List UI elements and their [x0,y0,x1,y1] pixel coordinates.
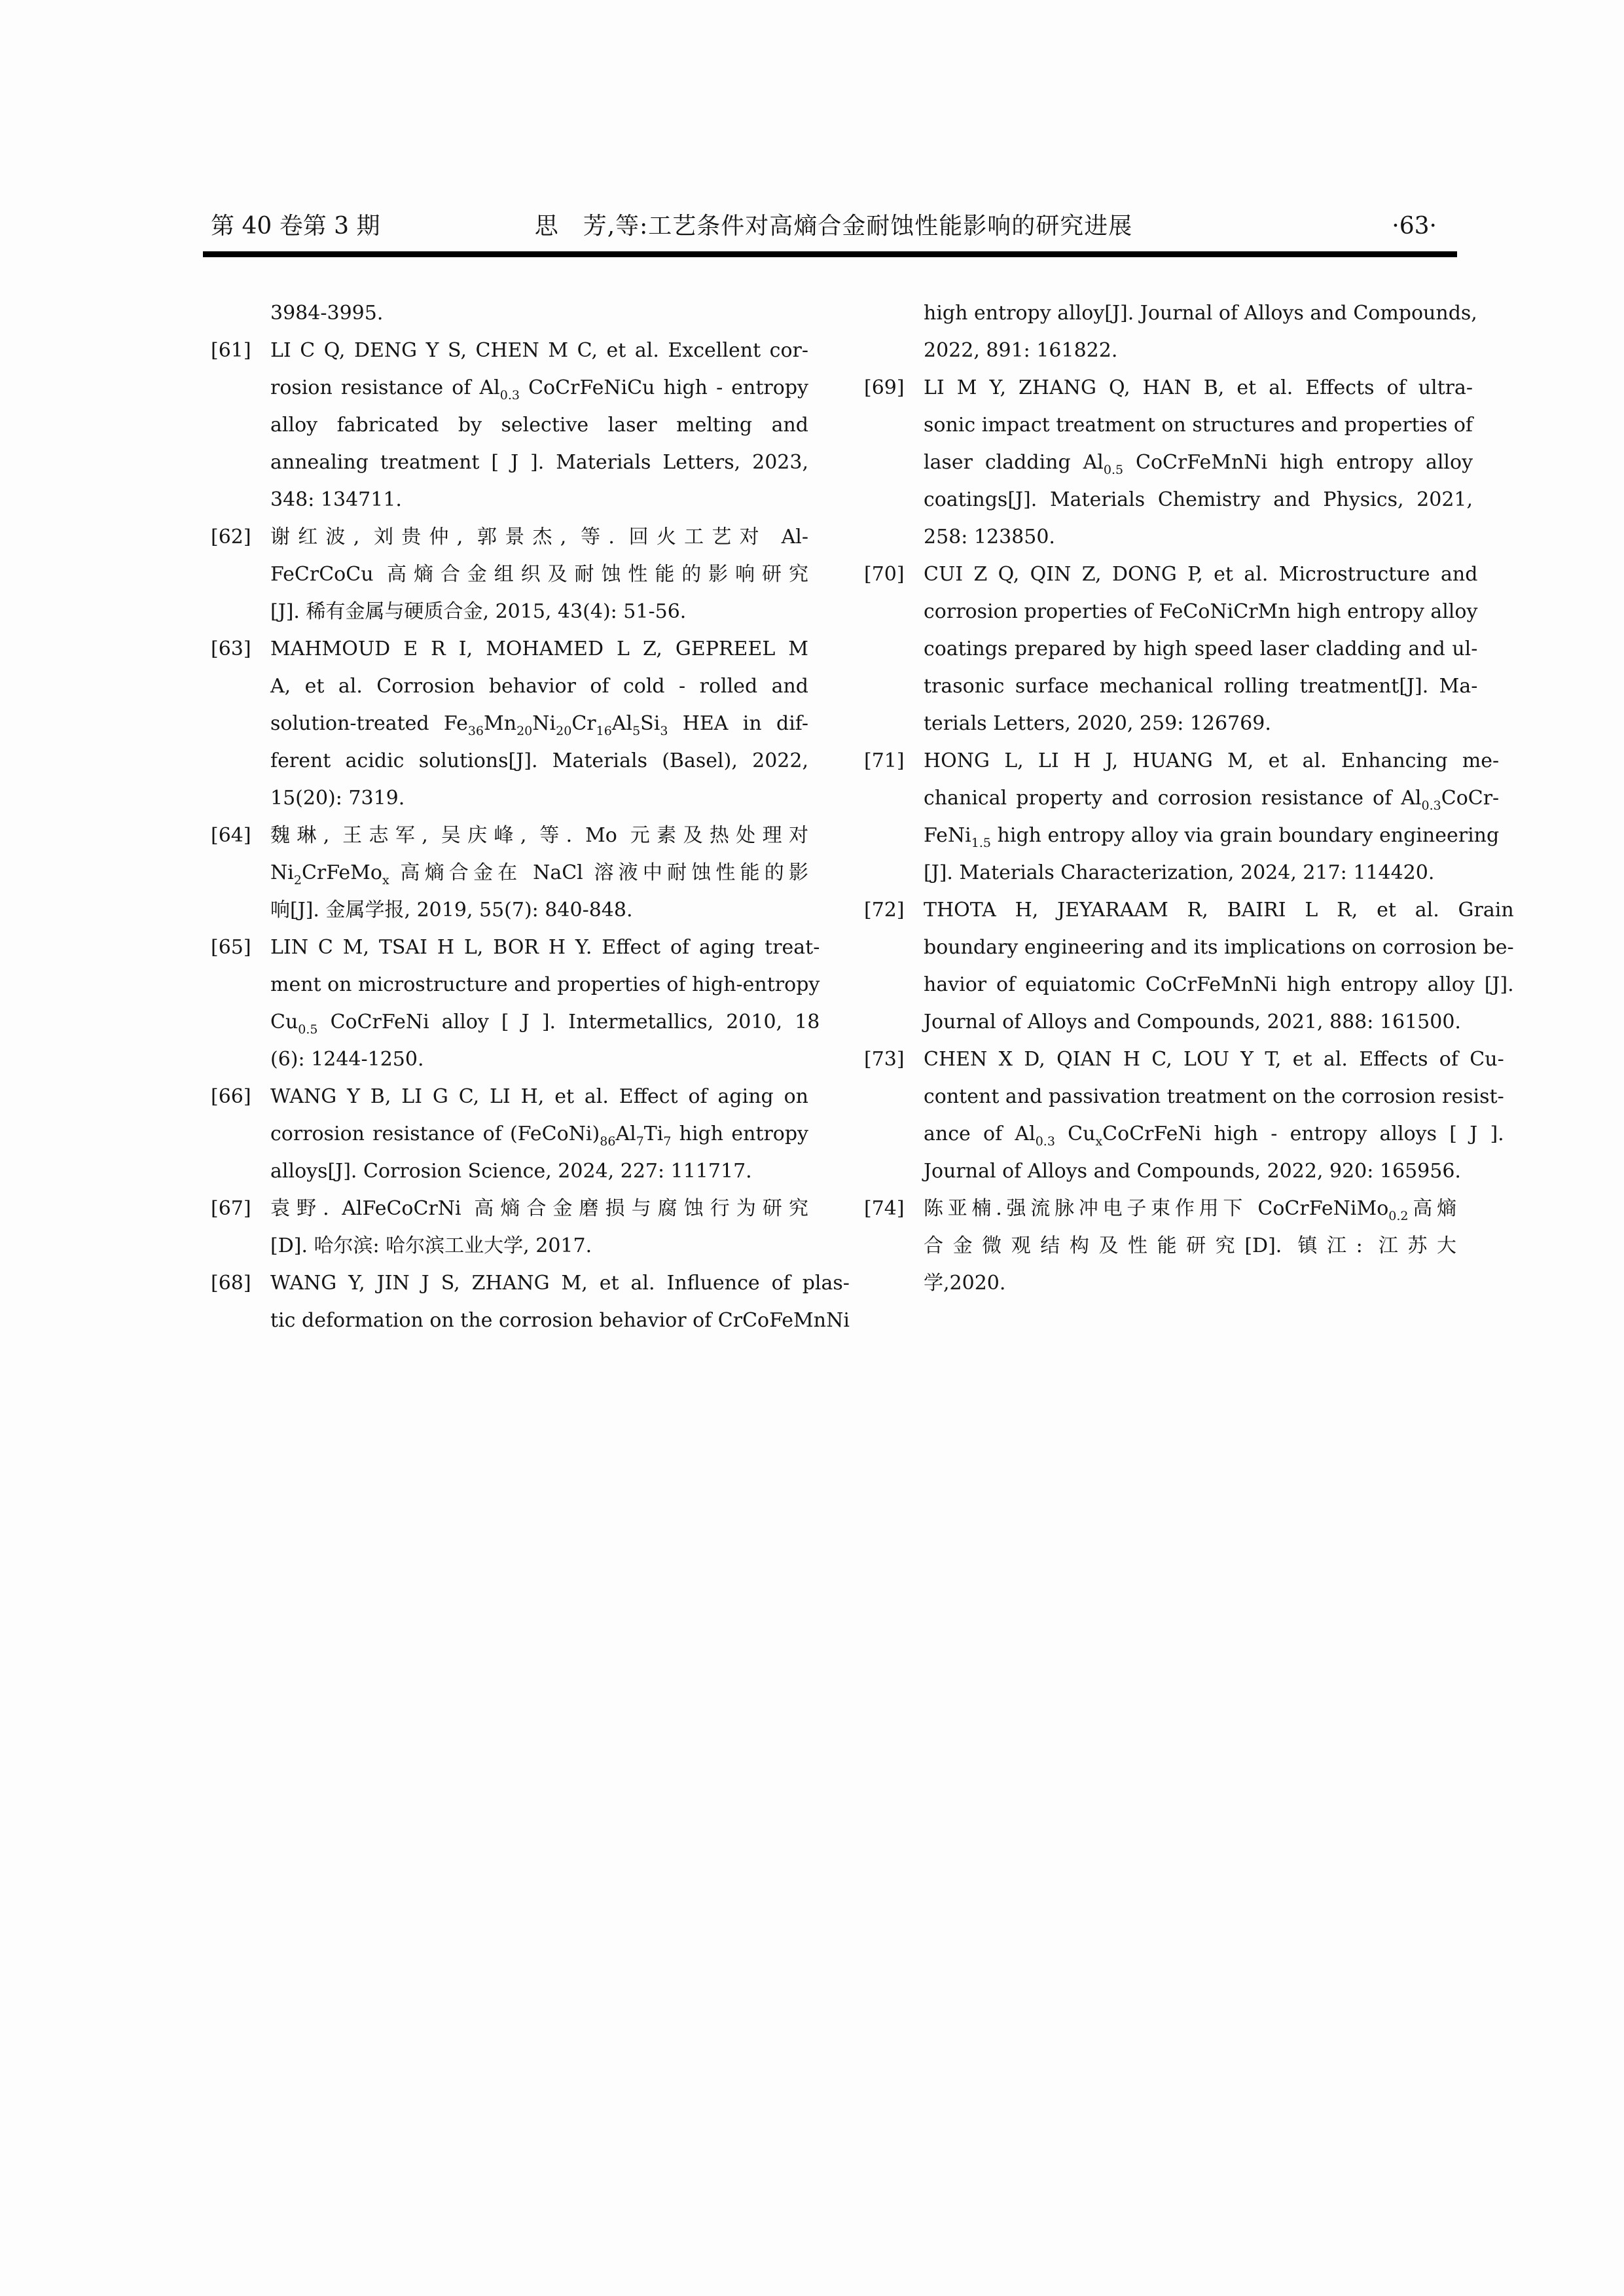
reference-entry [211,1078,808,1190]
subscript: 3 [660,724,668,738]
reference-entry [864,369,1473,556]
volume-issue: 第 40 卷第 3 期 [211,213,380,240]
reference-line: terials Letters, 2020, 259: 126769. [924,712,1271,735]
reference-number [864,295,924,332]
reference-body [924,891,1514,1041]
reference-number: [68] [211,1272,251,1295]
reference-line: rosion resistance of $Al_{0.3}$ CoCrFeNiCu high - entropy [270,376,808,403]
reference-number: [72] [864,899,905,922]
subscript: 20 [516,724,533,738]
reference-entry [211,1265,850,1339]
reference-body [270,817,808,929]
references-column-right [864,295,1514,1302]
reference-line: LI C Q, DENG Y S, CHEN M C, et al. Excellent cor- [270,339,808,362]
reference-line: FeCrCoCu 高熵合金组织及耐蚀性能的影响研究 [270,563,808,586]
reference-line: A, et al. Corrosion behavior of cold - rolled and [270,675,808,698]
subscript: 0.3 [499,388,520,403]
page-header [211,209,1456,243]
reference-line: ment on microstructure and properties of high-entropy [270,973,820,996]
reference-entry [211,332,808,518]
reference-number: [62] [211,526,251,548]
reference-line: annealing treatment [ J ]. Materials Letters, 2023, [270,451,808,474]
reference-body [270,518,808,630]
reference-line: [D]. 哈尔滨: 哈尔滨工业大学, 2017. [270,1234,592,1257]
reference-line: 魏琳, 王志军, 吴庆峰, 等. Mo 元素及热处理对 [270,824,808,847]
subscript: 20 [556,724,572,738]
header-rule [203,251,1457,257]
reference-number: [74] [864,1197,905,1220]
reference-line: 陈亚楠.强流脉冲电子束作用下 CoCrFeNiMo$_{0.2}$高熵 [924,1197,1457,1223]
reference-entry [211,817,808,929]
reference-entry [211,518,808,630]
subscript: 2 [293,873,302,888]
reference-number [211,295,270,332]
reference-line: (6): 1244-1250. [270,1048,424,1071]
reference-line: 2022, 891: 161822. [924,339,1118,362]
reference-line: ance of $Al_{0.3}$ $Cu_xCoCrFeNi$ high - entropy alloys [ J ]. [924,1122,1504,1149]
reference-line: 15(20): 7319. [270,787,405,810]
reference-entry [864,1041,1504,1190]
reference-number: [70] [864,563,905,586]
subscript: 0.2 [1388,1209,1409,1223]
reference-number: [63] [211,637,251,660]
reference-line: alloy fabricated by selective laser melting and [270,414,808,437]
subscript: 0.5 [298,1022,318,1037]
reference-entry [211,295,808,332]
reference-line: coatings prepared by high speed laser cladding and ul- [924,637,1478,660]
reference-number: [64] [211,824,251,847]
reference-line: 袁野. AlFeCoCrNi 高熵合金磨损与腐蚀行为研究 [270,1197,808,1220]
reference-line: tic deformation on the corrosion behavior of CrCoFeMnNi [270,1309,850,1332]
reference-body [270,1078,808,1190]
reference-line: laser cladding $Al_{0.5}$ CoCrFeMnNi high entropy alloy [924,451,1473,477]
reference-body [270,295,808,332]
reference-body [924,742,1499,891]
reference-line: CUI Z Q, QIN Z, DONG P, et al. Microstructure and [924,563,1478,586]
reference-line: boundary engineering and its implications on corrosion be- [924,936,1514,959]
reference-line: 348: 134711. [270,488,402,511]
reference-line: LIN C M, TSAI H L, BOR H Y. Effect of aging treat- [270,936,820,959]
reference-line: havior of equiatomic CoCrFeMnNi high entropy alloy [J]. [924,973,1514,996]
reference-body [924,556,1477,742]
reference-line: $Ni_2CrFeMo_x$ 高熵合金在 NaCl 溶液中耐蚀性能的影 [270,861,808,888]
reference-line: sonic impact treatment on structures and properties of [924,414,1473,437]
reference-line: ferent acidic solutions[J]. Materials (Basel), 2022, [270,749,808,772]
reference-entry [211,630,808,817]
reference-line: [J]. 稀有金属与硬质合金, 2015, 43(4): 51-56. [270,600,687,623]
subscript: 16 [596,724,612,738]
reference-body [270,630,808,817]
reference-body [924,369,1473,556]
reference-line: 学,2020. [924,1272,1006,1295]
reference-line: WANG Y, JIN J S, ZHANG M, et al. Influence of plas- [270,1272,850,1295]
reference-line: coatings[J]. Materials Chemistry and Physics, 2021, [924,488,1473,511]
reference-line: solution-treated $Fe_{36}Mn_{20}Ni_{20}Cr_{16}Al_5Si_3$ HEA in dif- [270,712,808,738]
subscript: 86 [600,1134,616,1149]
reference-line: corrosion resistance of $(FeCoNi)_{86}Al_7Ti_7$ high entropy [270,1122,809,1149]
reference-line: 合金微观结构及性能研究[D]. 镇江: 江苏大 [924,1234,1456,1257]
reference-number: [67] [211,1197,251,1220]
reference-entry [864,295,1477,369]
reference-line: high entropy alloy[J]. Journal of Alloys and Compounds, [924,302,1477,325]
reference-line: CHEN X D, QIAN H C, LOU Y T, et al. Effects of Cu- [924,1048,1504,1071]
reference-number: [71] [864,749,905,772]
references-column-left [211,295,850,1339]
reference-body [270,332,808,518]
reference-body [270,929,820,1078]
reference-body [924,1190,1456,1302]
subscript: 7 [663,1134,672,1149]
reference-line: 258: 123850. [924,526,1055,548]
reference-line: WANG Y B, LI G C, LI H, et al. Effect of aging on [270,1085,808,1108]
reference-number: [73] [864,1048,905,1071]
subscript: 36 [467,724,484,738]
reference-number: [65] [211,936,251,959]
subscript: 0.5 [1103,463,1124,477]
reference-line: content and passivation treatment on the corrosion resist- [924,1085,1504,1108]
reference-line: trasonic surface mechanical rolling treatment[J]. Ma- [924,675,1478,698]
reference-number: [66] [211,1085,251,1108]
reference-line: $Cu_{0.5}$ CoCrFeNi alloy [ J ]. Intermetallics, 2010, 18 [270,1011,820,1037]
page-number: ·63· [1392,213,1437,240]
subscript: x [1095,1134,1103,1149]
reference-body [924,1041,1504,1190]
reference-line: [J]. Materials Characterization, 2024, 217: 114420. [924,861,1435,884]
subscript: 7 [636,1134,644,1149]
reference-line: HONG L, LI H J, HUANG M, et al. Enhancing me- [924,749,1500,772]
reference-line: alloys[J]. Corrosion Science, 2024, 227: 111717. [270,1160,752,1183]
reference-body [270,1190,808,1265]
subscript: 5 [632,724,641,738]
reference-line: Journal of Alloys and Compounds, 2021, 888: 161500. [924,1011,1461,1033]
reference-line: FeNi$_{1.5}$ high entropy alloy via grain boundary engineering [924,824,1500,850]
reference-line: LI M Y, ZHANG Q, HAN B, et al. Effects of ultra- [924,376,1473,399]
subscript: 0.3 [1035,1134,1055,1149]
reference-entry [211,929,820,1078]
reference-entry [864,742,1500,891]
subscript: 1.5 [971,836,991,850]
reference-body [924,295,1477,369]
reference-line: Journal of Alloys and Compounds, 2022, 920: 165956. [924,1160,1461,1183]
reference-entry [211,1190,808,1265]
reference-line: 3984-3995. [270,302,384,325]
reference-number: [69] [864,376,905,399]
reference-number: [61] [211,339,251,362]
reference-entry [864,556,1478,742]
subscript: 0.3 [1421,798,1441,813]
reference-line: corrosion properties of FeCoNiCrMn high entropy alloy [924,600,1478,623]
subscript: x [382,873,389,888]
reference-line: MAHMOUD E R I, MOHAMED L Z, GEPREEL M [270,637,808,660]
reference-line: chanical property and corrosion resistance of $Al_{0.3}CoCr-$ [924,787,1500,813]
reference-line: 响[J]. 金属学报, 2019, 55(7): 840-848. [270,899,633,922]
running-title: 思 芳,等:工艺条件对高熵合金耐蚀性能影响的研究进展 [534,213,1133,240]
reference-body [270,1265,850,1339]
reference-entry [864,1190,1456,1302]
reference-line: THOTA H, JEYARAAM R, BAIRI L R, et al. Grain [924,899,1514,922]
reference-entry [864,891,1514,1041]
reference-line: 谢红波, 刘贵仲, 郭景杰, 等. 回火工艺对 Al- [270,526,808,548]
